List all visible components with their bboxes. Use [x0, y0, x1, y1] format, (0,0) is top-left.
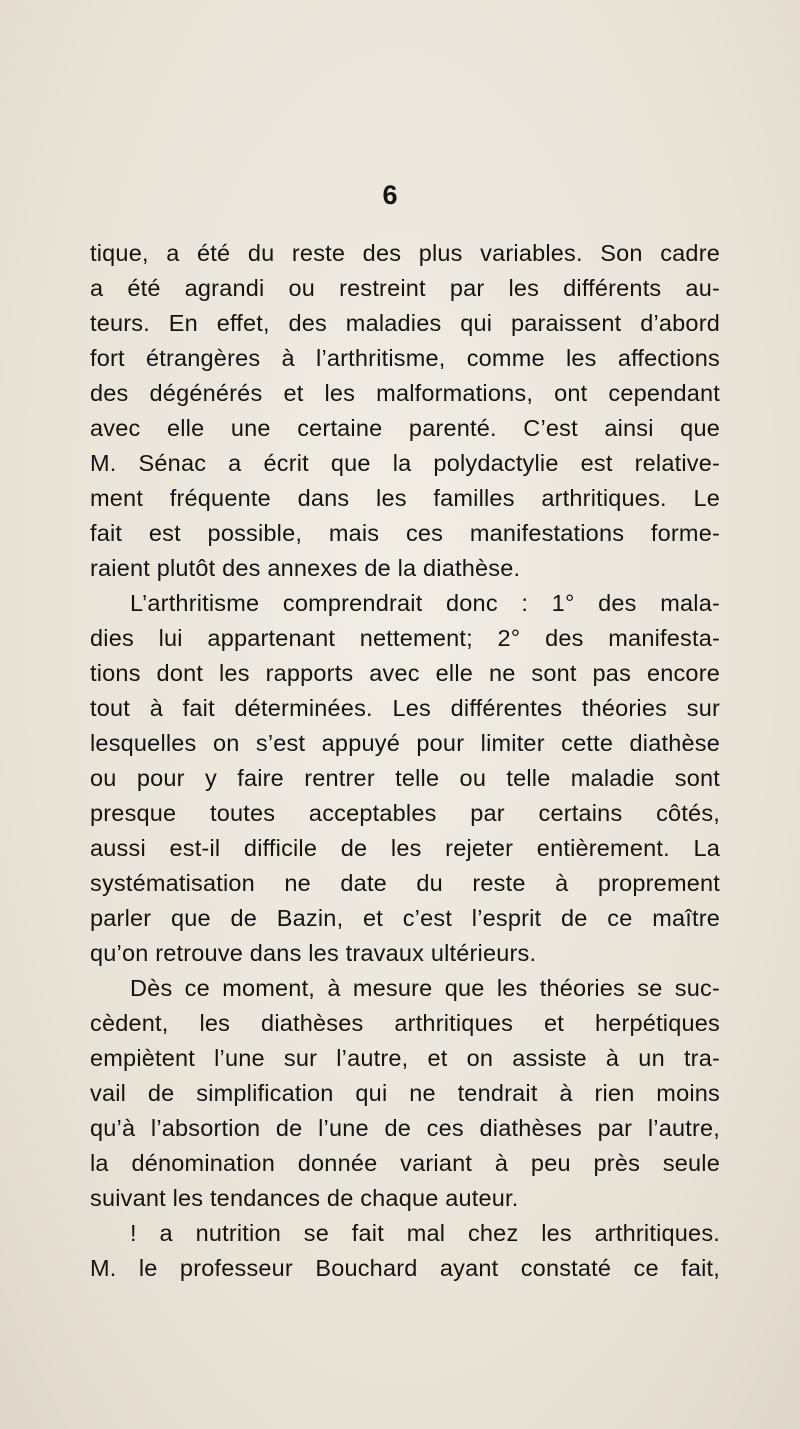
text-line: qu’à l’absortion de l’une de ces diathèses par l’autre, — [90, 1115, 720, 1141]
text-line: lesquelles on s’est appuyé pour limiter cette diathèse — [90, 730, 720, 756]
text-line: empiètent l’une sur l’autre, et on assiste à un tra- — [90, 1045, 720, 1071]
paragraph-start-line: Dès ce moment, à mesure que les théories se suc- — [130, 975, 720, 1001]
text-line: tique, a été du reste des plus variables. Son cadre — [90, 240, 720, 266]
text-line: M. Sénac a écrit que la polydactylie est relative- — [90, 450, 720, 476]
text-line: a été agrandi ou restreint par les différents au- — [90, 275, 720, 301]
text-line: presque toutes acceptables par certains côtés, — [90, 800, 720, 826]
text-line: aussi est-il difficile de les rejeter entièrement. La — [90, 835, 720, 861]
text-line: des dégénérés et les malformations, ont cependant — [90, 380, 720, 406]
text-line: fort étrangères à l’arthritisme, comme les affections — [90, 345, 720, 371]
text-line: dies lui appartenant nettement; 2° des manifesta- — [90, 625, 720, 651]
text-line: systématisation ne date du reste à proprement — [90, 870, 720, 896]
text-line: vail de simplification qui ne tendrait à rien moins — [90, 1080, 720, 1106]
text-line: tout à fait déterminées. Les différentes théories sur — [90, 695, 720, 721]
text-line: fait est possible, mais ces manifestations forme- — [90, 520, 720, 546]
paragraph-end-line: raient plutôt des annexes de la diathèse. — [90, 555, 521, 581]
paragraph-end-line: suivant les tendances de chaque auteur. — [90, 1185, 519, 1211]
text-line: teurs. En effet, des maladies qui paraissent d’abord — [90, 310, 720, 336]
text-line: tions dont les rapports avec elle ne sont pas encore — [90, 660, 720, 686]
page-number: 6 — [382, 180, 398, 210]
text-line: parler que de Bazin, et c’est l’esprit de ce maître — [90, 905, 720, 931]
body-text — [90, 236, 720, 1286]
paragraph-start-line: ! a nutrition se fait mal chez les arthritiques. — [130, 1220, 720, 1246]
text-line: avec elle une certaine parenté. C’est ainsi que — [90, 415, 720, 441]
text-line: cèdent, les diathèses arthritiques et herpétiques — [90, 1010, 720, 1036]
paragraph-end-line: qu’on retrouve dans les travaux ultérieurs. — [90, 940, 537, 966]
text-line: ou pour y faire rentrer telle ou telle maladie sont — [90, 765, 720, 791]
text-line: M. le professeur Bouchard ayant constaté ce fait, — [90, 1255, 720, 1281]
text-line: la dénomination donnée variant à peu près seule — [90, 1150, 720, 1176]
paragraph-start-line: L’arthritisme comprendrait donc : 1° des mala- — [130, 590, 720, 616]
text-line: ment fréquente dans les familles arthritiques. Le — [90, 485, 720, 511]
